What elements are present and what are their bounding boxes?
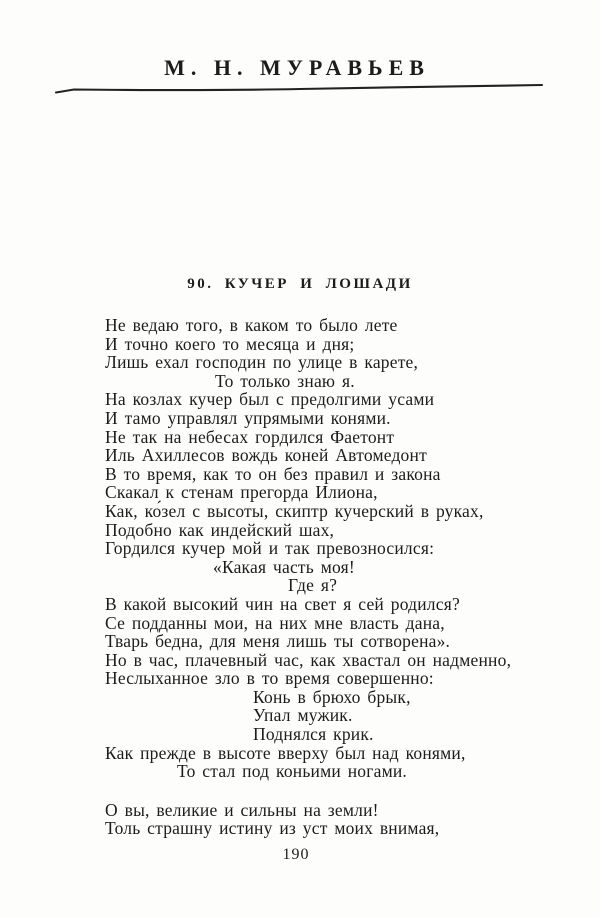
poem-line: Гордился кучер мой и так превозносился: — [105, 538, 435, 559]
poem-line: Упал мужик. — [253, 705, 353, 726]
running-head-author: М. Н. МУРАВЬЕВ — [164, 55, 430, 80]
poem-line: Не так на небесах гордился Фаетонт — [105, 426, 395, 447]
page-number: 190 — [282, 846, 310, 863]
poem-line: Но в час, плачевный час, как хвастал он надменно, — [105, 649, 512, 670]
poem-line: Иль Ахиллесов вождь коней Автомедонт — [105, 445, 427, 466]
poem-line: «Какая часть моя! — [213, 556, 355, 577]
poem-line: Толь страшну истину из уст моих внимая, — [105, 818, 440, 839]
poem-line: В какой высокий чин на свет я сей родился? — [105, 593, 460, 614]
poem-line: О вы, великие и сильны на земли! — [105, 799, 379, 820]
poem-line: Скакал к стенам прегорда Илиона, — [105, 482, 378, 503]
poem-line: Неслыханное зло в то время совершенно: — [105, 668, 434, 689]
poem-line: Се подданны мои, на них мне власть дана, — [105, 612, 445, 633]
poem-line: Лишь ехал господин по улице в карете, — [105, 352, 419, 373]
poem-line: Как, ко́зел с высоты, скиптр кучерский в руках, — [105, 500, 484, 521]
poem-line: Где я? — [288, 575, 338, 596]
poem-line: Тварь бедна, для меня лишь ты сотворена». — [105, 631, 451, 652]
poem-body — [105, 316, 585, 838]
poem-line: То стал под коньими ногами. — [177, 761, 408, 782]
poem-line: То только знаю я. — [215, 370, 355, 391]
poem-line: Как прежде в высоте вверху был над конями, — [105, 742, 466, 763]
poem-line: В то время, как то он без правил и закона — [105, 463, 441, 484]
poem-line: На козлах кучер был с предолгими усами — [105, 389, 435, 410]
poem-line: И тамо управлял упрямыми конями. — [105, 407, 391, 428]
poem-line: Подобно как индейский шах, — [105, 519, 335, 540]
poem-title: 90. КУЧЕР И ЛОШАДИ — [187, 276, 413, 292]
poem-line: Конь в брюхо брык, — [253, 686, 411, 707]
poem-line: И точно коего то месяца и дня; — [105, 333, 355, 354]
poem-line: Не ведаю того, в каком то было лете — [105, 315, 398, 335]
poem-line: Поднялся крик. — [253, 724, 374, 745]
